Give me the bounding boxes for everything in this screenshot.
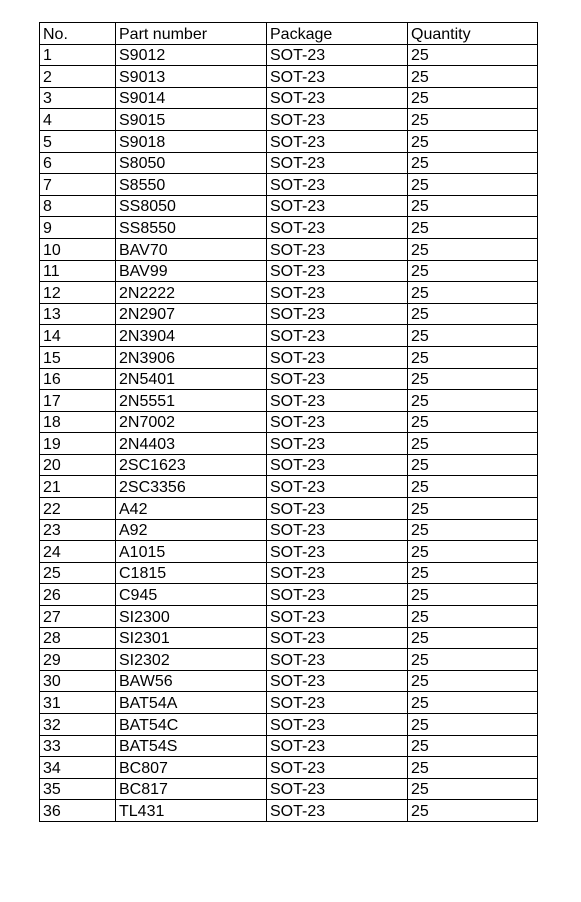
table-row bbox=[40, 800, 538, 822]
cell-quantity: 25 bbox=[408, 519, 538, 541]
cell-quantity: 25 bbox=[408, 562, 538, 584]
cell-part-number: BAV70 bbox=[116, 238, 267, 260]
table-row bbox=[40, 433, 538, 455]
cell-quantity: 25 bbox=[408, 282, 538, 304]
cell-part-number: BAV99 bbox=[116, 260, 267, 282]
cell-part-number: 2N5551 bbox=[116, 390, 267, 412]
table-row bbox=[40, 498, 538, 520]
table-row bbox=[40, 670, 538, 692]
cell-quantity: 25 bbox=[408, 649, 538, 671]
table-row bbox=[40, 66, 538, 88]
table-row bbox=[40, 714, 538, 736]
cell-quantity: 25 bbox=[408, 325, 538, 347]
table-row bbox=[40, 260, 538, 282]
cell-no: 2 bbox=[40, 66, 116, 88]
cell-part-number: 2N7002 bbox=[116, 411, 267, 433]
cell-package: SOT-23 bbox=[267, 87, 408, 109]
table-row bbox=[40, 454, 538, 476]
cell-quantity: 25 bbox=[408, 714, 538, 736]
cell-part-number: 2N4403 bbox=[116, 433, 267, 455]
cell-package: SOT-23 bbox=[267, 778, 408, 800]
cell-package: SOT-23 bbox=[267, 282, 408, 304]
cell-part-number: BAT54C bbox=[116, 714, 267, 736]
cell-quantity: 25 bbox=[408, 44, 538, 66]
cell-no: 27 bbox=[40, 606, 116, 628]
cell-package: SOT-23 bbox=[267, 217, 408, 239]
cell-part-number: SI2302 bbox=[116, 649, 267, 671]
cell-part-number: SS8050 bbox=[116, 195, 267, 217]
table-row bbox=[40, 303, 538, 325]
header-row bbox=[40, 23, 538, 45]
cell-package: SOT-23 bbox=[267, 411, 408, 433]
cell-no: 19 bbox=[40, 433, 116, 455]
cell-no: 34 bbox=[40, 757, 116, 779]
table-row bbox=[40, 130, 538, 152]
header-quantity: Quantity bbox=[408, 23, 538, 45]
cell-quantity: 25 bbox=[408, 735, 538, 757]
cell-part-number: 2N3904 bbox=[116, 325, 267, 347]
cell-part-number: SI2300 bbox=[116, 606, 267, 628]
cell-no: 17 bbox=[40, 390, 116, 412]
table-row bbox=[40, 152, 538, 174]
cell-quantity: 25 bbox=[408, 541, 538, 563]
table-row bbox=[40, 411, 538, 433]
cell-package: SOT-23 bbox=[267, 541, 408, 563]
table-row bbox=[40, 692, 538, 714]
table-row bbox=[40, 649, 538, 671]
cell-no: 18 bbox=[40, 411, 116, 433]
cell-no: 35 bbox=[40, 778, 116, 800]
cell-no: 13 bbox=[40, 303, 116, 325]
cell-quantity: 25 bbox=[408, 109, 538, 131]
cell-package: SOT-23 bbox=[267, 757, 408, 779]
cell-part-number: TL431 bbox=[116, 800, 267, 822]
cell-no: 29 bbox=[40, 649, 116, 671]
table-row bbox=[40, 562, 538, 584]
cell-no: 31 bbox=[40, 692, 116, 714]
cell-no: 23 bbox=[40, 519, 116, 541]
cell-package: SOT-23 bbox=[267, 735, 408, 757]
cell-quantity: 25 bbox=[408, 217, 538, 239]
cell-package: SOT-23 bbox=[267, 303, 408, 325]
cell-no: 25 bbox=[40, 562, 116, 584]
cell-package: SOT-23 bbox=[267, 195, 408, 217]
cell-package: SOT-23 bbox=[267, 476, 408, 498]
header-no: No. bbox=[40, 23, 116, 45]
cell-quantity: 25 bbox=[408, 66, 538, 88]
cell-part-number: S9012 bbox=[116, 44, 267, 66]
cell-quantity: 25 bbox=[408, 390, 538, 412]
cell-no: 21 bbox=[40, 476, 116, 498]
cell-part-number: BAW56 bbox=[116, 670, 267, 692]
cell-part-number: A1015 bbox=[116, 541, 267, 563]
cell-package: SOT-23 bbox=[267, 714, 408, 736]
cell-package: SOT-23 bbox=[267, 433, 408, 455]
cell-package: SOT-23 bbox=[267, 109, 408, 131]
cell-quantity: 25 bbox=[408, 584, 538, 606]
cell-package: SOT-23 bbox=[267, 692, 408, 714]
parts-table bbox=[39, 22, 538, 822]
cell-no: 16 bbox=[40, 368, 116, 390]
cell-quantity: 25 bbox=[408, 800, 538, 822]
table-body bbox=[40, 44, 538, 821]
cell-quantity: 25 bbox=[408, 368, 538, 390]
cell-quantity: 25 bbox=[408, 346, 538, 368]
cell-part-number: C945 bbox=[116, 584, 267, 606]
cell-quantity: 25 bbox=[408, 454, 538, 476]
cell-no: 12 bbox=[40, 282, 116, 304]
cell-quantity: 25 bbox=[408, 606, 538, 628]
table-row bbox=[40, 757, 538, 779]
cell-part-number: S8550 bbox=[116, 174, 267, 196]
cell-quantity: 25 bbox=[408, 195, 538, 217]
table-row bbox=[40, 627, 538, 649]
cell-no: 28 bbox=[40, 627, 116, 649]
table-row bbox=[40, 174, 538, 196]
table-header bbox=[40, 23, 538, 45]
cell-package: SOT-23 bbox=[267, 627, 408, 649]
cell-package: SOT-23 bbox=[267, 606, 408, 628]
cell-no: 20 bbox=[40, 454, 116, 476]
cell-part-number: S9014 bbox=[116, 87, 267, 109]
table-row bbox=[40, 476, 538, 498]
cell-part-number: SI2301 bbox=[116, 627, 267, 649]
cell-quantity: 25 bbox=[408, 260, 538, 282]
cell-no: 15 bbox=[40, 346, 116, 368]
cell-part-number: 2SC3356 bbox=[116, 476, 267, 498]
table-row bbox=[40, 195, 538, 217]
table-row bbox=[40, 282, 538, 304]
parts-table-container bbox=[39, 22, 537, 822]
cell-no: 10 bbox=[40, 238, 116, 260]
cell-no: 33 bbox=[40, 735, 116, 757]
cell-part-number: S9015 bbox=[116, 109, 267, 131]
cell-no: 9 bbox=[40, 217, 116, 239]
cell-quantity: 25 bbox=[408, 130, 538, 152]
cell-part-number: 2N2907 bbox=[116, 303, 267, 325]
cell-no: 4 bbox=[40, 109, 116, 131]
cell-no: 24 bbox=[40, 541, 116, 563]
table-row bbox=[40, 325, 538, 347]
cell-quantity: 25 bbox=[408, 778, 538, 800]
table-row bbox=[40, 519, 538, 541]
cell-no: 14 bbox=[40, 325, 116, 347]
header-package: Package bbox=[267, 23, 408, 45]
cell-quantity: 25 bbox=[408, 411, 538, 433]
cell-package: SOT-23 bbox=[267, 584, 408, 606]
cell-quantity: 25 bbox=[408, 433, 538, 455]
cell-part-number: 2N2222 bbox=[116, 282, 267, 304]
cell-package: SOT-23 bbox=[267, 390, 408, 412]
table-row bbox=[40, 238, 538, 260]
table-row bbox=[40, 109, 538, 131]
cell-part-number: BC817 bbox=[116, 778, 267, 800]
cell-no: 1 bbox=[40, 44, 116, 66]
cell-quantity: 25 bbox=[408, 692, 538, 714]
cell-part-number: SS8550 bbox=[116, 217, 267, 239]
table-row bbox=[40, 541, 538, 563]
table-row bbox=[40, 44, 538, 66]
cell-no: 32 bbox=[40, 714, 116, 736]
table-row bbox=[40, 346, 538, 368]
cell-package: SOT-23 bbox=[267, 238, 408, 260]
cell-quantity: 25 bbox=[408, 303, 538, 325]
cell-part-number: S9013 bbox=[116, 66, 267, 88]
cell-no: 30 bbox=[40, 670, 116, 692]
cell-part-number: S9018 bbox=[116, 130, 267, 152]
cell-no: 11 bbox=[40, 260, 116, 282]
cell-no: 26 bbox=[40, 584, 116, 606]
cell-package: SOT-23 bbox=[267, 66, 408, 88]
cell-quantity: 25 bbox=[408, 757, 538, 779]
table-row bbox=[40, 87, 538, 109]
cell-no: 8 bbox=[40, 195, 116, 217]
cell-part-number: 2N5401 bbox=[116, 368, 267, 390]
table-row bbox=[40, 368, 538, 390]
cell-part-number: A92 bbox=[116, 519, 267, 541]
cell-part-number: BC807 bbox=[116, 757, 267, 779]
cell-package: SOT-23 bbox=[267, 498, 408, 520]
cell-quantity: 25 bbox=[408, 87, 538, 109]
table-row bbox=[40, 606, 538, 628]
table-row bbox=[40, 390, 538, 412]
cell-no: 36 bbox=[40, 800, 116, 822]
cell-quantity: 25 bbox=[408, 174, 538, 196]
cell-quantity: 25 bbox=[408, 498, 538, 520]
cell-part-number: S8050 bbox=[116, 152, 267, 174]
cell-package: SOT-23 bbox=[267, 670, 408, 692]
cell-part-number: 2N3906 bbox=[116, 346, 267, 368]
cell-package: SOT-23 bbox=[267, 44, 408, 66]
cell-package: SOT-23 bbox=[267, 174, 408, 196]
cell-quantity: 25 bbox=[408, 238, 538, 260]
cell-package: SOT-23 bbox=[267, 260, 408, 282]
cell-no: 22 bbox=[40, 498, 116, 520]
cell-no: 3 bbox=[40, 87, 116, 109]
cell-package: SOT-23 bbox=[267, 519, 408, 541]
cell-package: SOT-23 bbox=[267, 562, 408, 584]
cell-part-number: A42 bbox=[116, 498, 267, 520]
table-row bbox=[40, 735, 538, 757]
cell-no: 6 bbox=[40, 152, 116, 174]
cell-package: SOT-23 bbox=[267, 649, 408, 671]
cell-part-number: 2SC1623 bbox=[116, 454, 267, 476]
cell-quantity: 25 bbox=[408, 627, 538, 649]
cell-quantity: 25 bbox=[408, 670, 538, 692]
cell-package: SOT-23 bbox=[267, 325, 408, 347]
cell-package: SOT-23 bbox=[267, 346, 408, 368]
table-row bbox=[40, 778, 538, 800]
cell-part-number: BAT54A bbox=[116, 692, 267, 714]
cell-no: 7 bbox=[40, 174, 116, 196]
header-part-number: Part number bbox=[116, 23, 267, 45]
cell-package: SOT-23 bbox=[267, 152, 408, 174]
cell-no: 5 bbox=[40, 130, 116, 152]
table-row bbox=[40, 584, 538, 606]
cell-quantity: 25 bbox=[408, 476, 538, 498]
cell-package: SOT-23 bbox=[267, 368, 408, 390]
cell-quantity: 25 bbox=[408, 152, 538, 174]
cell-package: SOT-23 bbox=[267, 130, 408, 152]
cell-package: SOT-23 bbox=[267, 454, 408, 476]
table-row bbox=[40, 217, 538, 239]
cell-package: SOT-23 bbox=[267, 800, 408, 822]
cell-part-number: BAT54S bbox=[116, 735, 267, 757]
cell-part-number: C1815 bbox=[116, 562, 267, 584]
